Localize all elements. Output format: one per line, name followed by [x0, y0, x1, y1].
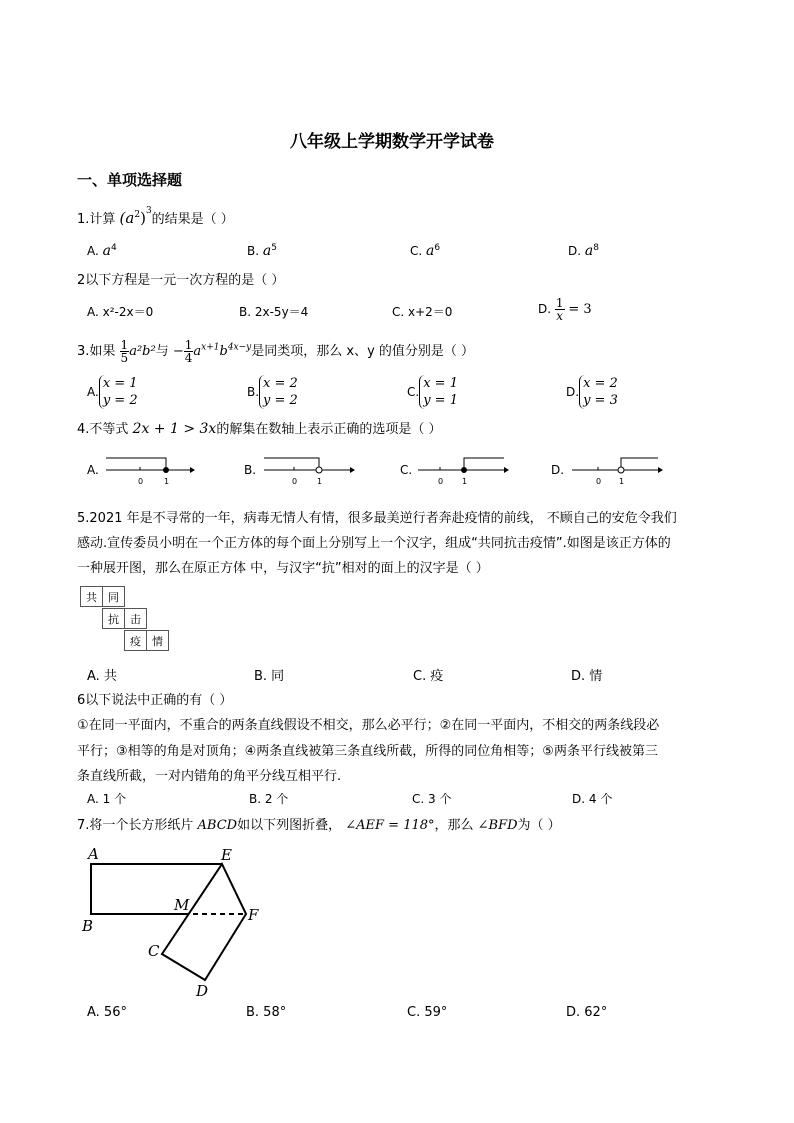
net-cell: 同	[102, 586, 125, 607]
question-3-stem: 3.如果 $\frac{1}{5}$ a²b²与 − $\frac{1}{4}$ $a^{x+1}b^{4x-y}$是同类项，那么 x、y 的值分别是（ ）	[77, 338, 475, 365]
q4-numberline-d	[570, 452, 664, 488]
q5-option-d[interactable]: D. 情	[571, 669, 603, 684]
question-6-line-1: ①在同一平面内，不重合的两条直线假设不相交，那么必平行；②在同一平面内，不相交的两条线段必	[77, 718, 660, 733]
svg-text:1: 1	[619, 477, 625, 486]
question-1-stem: 1.计算 $(a^2)^3$的结果是（ ）	[77, 206, 234, 227]
q4-option-b[interactable]: B.	[244, 463, 257, 477]
q4-option-d[interactable]: D.	[551, 463, 565, 477]
q3-option-d[interactable]: D.x = 2 y = 3	[566, 376, 618, 408]
q1-option-c[interactable]: C. $a^6$	[410, 243, 441, 259]
q3-option-b[interactable]: B.x = 2 y = 2	[247, 376, 298, 408]
svg-text:E: E	[221, 846, 232, 864]
q5-option-b[interactable]: B. 同	[254, 669, 285, 684]
q3-option-c[interactable]: C.x = 1 y = 1	[407, 376, 458, 408]
q1-option-b[interactable]: B. $a^5$	[247, 243, 277, 259]
q7-option-b[interactable]: B. 58°	[246, 1005, 287, 1020]
q7-option-a[interactable]: A. 56°	[87, 1005, 127, 1020]
q2-option-a[interactable]: A. x²-2x＝0	[87, 305, 154, 319]
svg-text:D: D	[196, 982, 209, 1000]
q6-option-c[interactable]: C. 3 个	[412, 792, 452, 806]
question-2-stem: 2以下方程是一元一次方程的是（ ）	[77, 273, 285, 288]
svg-text:C: C	[148, 942, 160, 960]
q2-option-b[interactable]: B. 2x-5y＝4	[239, 305, 309, 319]
q6-option-b[interactable]: B. 2 个	[249, 792, 289, 806]
question-5-line-2: 感动.宣传委员小明在一个正方体的每个面上分别写上一个汉字，组成“共同抗击疫情”.如图是该正方体的	[77, 536, 671, 551]
svg-text:F: F	[248, 906, 259, 924]
svg-text:0: 0	[292, 477, 298, 486]
question-6-line-2: 平行；③相等的角是对顶角；④两条直线被第三条直线所截，所得的同位角相等；⑤两条平行线被第三	[77, 744, 658, 759]
q6-option-a[interactable]: A. 1 个	[87, 792, 127, 806]
q4-numberline-b	[262, 452, 356, 488]
q7-option-c[interactable]: C. 59°	[407, 1005, 448, 1020]
svg-text:A: A	[88, 845, 99, 863]
question-7-stem: 7.将一个长方形纸片 ABCD如以下列图折叠， ∠AEF = 118°，那么 ∠BFD为（ ）	[77, 818, 561, 833]
svg-text:B: B	[82, 917, 94, 935]
page-title: 八年级上学期数学开学试卷	[290, 132, 494, 152]
svg-text:1: 1	[317, 477, 323, 486]
question-4-stem: 4.不等式 2x + 1 > 3x的解集在数轴上表示正确的选项是（ ）	[77, 421, 442, 437]
net-cell: 疫	[124, 630, 147, 651]
q7-option-d[interactable]: D. 62°	[566, 1005, 608, 1020]
q5-option-a[interactable]: A. 共	[87, 669, 117, 684]
q4-numberline-c	[416, 452, 510, 488]
question-6-stem: 6以下说法中正确的有（ ）	[77, 693, 233, 708]
svg-text:0: 0	[596, 477, 602, 486]
q3-option-a[interactable]: A.x = 1 y = 2	[87, 376, 138, 408]
q1-option-d[interactable]: D. $a^8$	[568, 243, 599, 259]
question-5-line-3: 一种展开图，那么在原正方体 中，与汉字“抗”相对的面上的汉字是（ ）	[77, 561, 489, 576]
q4-option-c[interactable]: C.	[400, 463, 413, 477]
question-6-line-3: 条直线所截，一对内错角的角平分线互相平行.	[77, 769, 342, 784]
net-cell: 击	[124, 608, 147, 629]
folding-diagram	[74, 842, 274, 1002]
q5-option-c[interactable]: C. 疫	[413, 669, 444, 684]
section-heading: 一、单项选择题	[77, 171, 183, 189]
q6-option-d[interactable]: D. 4 个	[572, 792, 613, 806]
net-cell: 抗	[102, 608, 125, 629]
q4-option-a[interactable]: A.	[87, 463, 99, 477]
question-5-line-1: 5.2021 年是不寻常的一年，病毒无情人有情，很多最美逆行者奔赴疫情的前线， 不顾自己的安危令我们	[77, 511, 677, 526]
net-cell: 情	[146, 630, 169, 651]
svg-text:1: 1	[164, 477, 170, 486]
q1-option-a[interactable]: A. $a^4$	[87, 243, 117, 259]
svg-text:1: 1	[462, 477, 468, 486]
q2-option-d[interactable]: D. $\frac{1}{x}$ = 3	[538, 296, 592, 323]
svg-text:M: M	[174, 896, 190, 914]
q4-numberline-a	[104, 452, 196, 488]
svg-text:0: 0	[138, 477, 144, 486]
svg-text:0: 0	[438, 477, 444, 486]
net-cell: 共	[80, 586, 103, 607]
q2-option-c[interactable]: C. x+2＝0	[392, 305, 453, 319]
